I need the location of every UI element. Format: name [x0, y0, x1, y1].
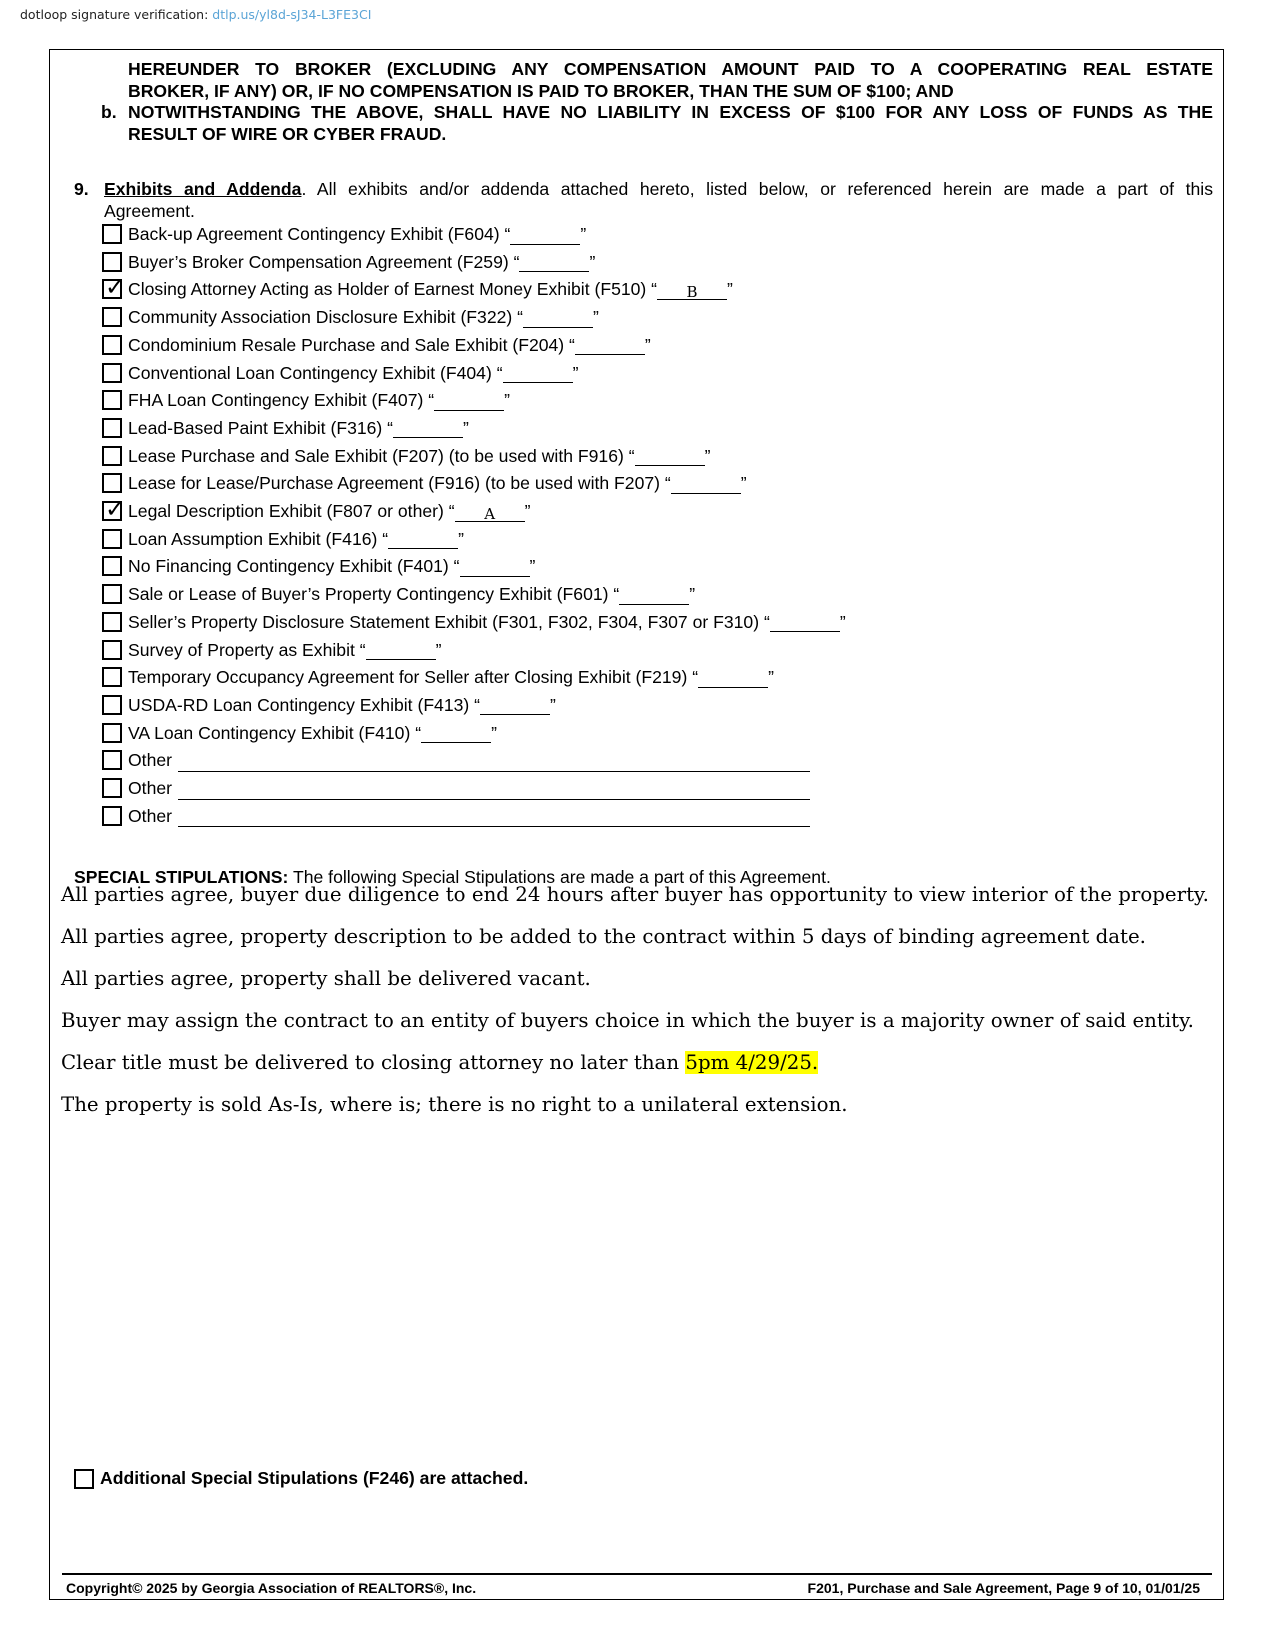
checkmark-icon: ✓ [105, 495, 126, 523]
exhibit-label: No Financing Contingency Exhibit (F401) “ [128, 556, 460, 577]
close-quote: ” [740, 473, 747, 494]
exhibit-checkbox[interactable] [102, 390, 122, 410]
other-exhibit-checkbox[interactable] [102, 750, 122, 770]
other-exhibit-label: Other [128, 805, 173, 826]
exhibit-row [102, 470, 747, 496]
exhibit-checkbox[interactable] [102, 418, 122, 438]
exhibit-row [102, 692, 556, 718]
close-quote: ” [435, 639, 442, 660]
exhibit-label: Condominium Resale Purchase and Sale Exhibit (F204) “ [128, 334, 575, 355]
exhibit-letter-field[interactable]: B [657, 279, 727, 300]
exhibit-checkbox[interactable] [102, 667, 122, 687]
close-quote: ” [504, 390, 510, 411]
exhibit-label: Loan Assumption Exhibit (F416) “ [128, 528, 389, 549]
clause-b-line1: NOTWITHSTANDING THE ABOVE, SHALL HAVE NO LIABILITY IN EXCESS OF $100 FOR ANY LOSS OF FUNDS AS THE [128, 102, 1213, 122]
exhibit-label: Lease for Lease/Purchase Agreement (F916) (to be used with F207) “ [128, 473, 671, 494]
close-quote: ” [491, 722, 497, 743]
exhibit-label: Legal Description Exhibit (F807 or other) “ [128, 501, 455, 521]
exhibit-label: Lead-Based Paint Exhibit (F316) “ [128, 417, 394, 438]
section-9-heading: Exhibits and Addenda [104, 179, 302, 199]
stipulation-clear-title [61, 1049, 818, 1077]
exhibit-label: FHA Loan Contingency Exhibit (F407) “ [128, 390, 435, 411]
stipulation-item: All parties agree, property shall be delivered vacant. [61, 967, 591, 990]
exhibit-row [102, 664, 774, 690]
exhibit-checkbox[interactable] [102, 473, 122, 493]
exhibit-row [102, 443, 710, 469]
close-quote: ” [727, 279, 733, 300]
exhibit-letter-field[interactable] [393, 417, 463, 438]
special-stipulations-title: SPECIAL STIPULATIONS: [74, 867, 289, 887]
signature-verification [20, 7, 371, 22]
exhibit-label: Buyer’s Broker Compensation Agreement (F259) “ [128, 251, 520, 272]
close-quote: ” [704, 445, 711, 466]
exhibit-checkbox[interactable] [102, 723, 122, 743]
exhibit-checkbox[interactable] [102, 363, 122, 383]
exhibit-checkbox[interactable] [102, 640, 122, 660]
exhibit-letter-field[interactable] [575, 334, 645, 355]
exhibit-checkbox[interactable] [102, 252, 122, 272]
other-exhibit-row [102, 803, 810, 829]
other-exhibit-line[interactable] [178, 804, 810, 827]
exhibit-row [102, 415, 469, 441]
checkmark-icon: ✓ [105, 273, 126, 302]
exhibit-letter-field[interactable] [480, 694, 550, 715]
exhibit-checkbox[interactable] [102, 335, 122, 355]
exhibit-checkbox[interactable] [102, 307, 122, 327]
close-quote: ” [644, 334, 651, 355]
exhibit-letter-field[interactable] [434, 390, 504, 411]
clause-continuation-line1: HEREUNDER TO BROKER (EXCLUDING ANY COMPENSATION AMOUNT PAID TO A COOPERATING REAL ESTATE [128, 59, 1213, 79]
exhibit-checkbox[interactable] [102, 529, 122, 549]
exhibit-label: Seller’s Property Disclosure Statement Exhibit (F301, F302, F304, F307 or F310) “ [128, 611, 770, 632]
additional-stipulations-row [74, 1468, 528, 1489]
section-9-text-line1: . All exhibits and/or addenda attached hereto, listed below, or referenced herein are made a part of this [301, 179, 1213, 199]
close-quote: ” [580, 224, 587, 244]
exhibit-row [102, 332, 651, 358]
exhibit-checkbox[interactable] [102, 556, 122, 576]
exhibit-label: USDA-RD Loan Contingency Exhibit (F413) “ [128, 694, 481, 715]
exhibit-row [102, 637, 441, 663]
other-exhibit-checkbox[interactable] [102, 778, 122, 798]
close-quote: ” [589, 251, 596, 272]
section-9-number: 9. [74, 179, 89, 199]
exhibit-letter-field[interactable] [619, 584, 689, 605]
close-quote: ” [689, 584, 696, 605]
exhibit-letter-field[interactable] [421, 722, 491, 743]
close-quote: ” [768, 667, 774, 688]
exhibit-letter-field[interactable] [503, 362, 573, 383]
other-exhibit-label: Other [128, 778, 173, 798]
exhibit-checkbox[interactable] [102, 695, 122, 715]
other-exhibit-row [102, 747, 810, 773]
stipulation-item: Buyer may assign the contract to an entity of buyers choice in which the buyer is a majority owner of said entity. [61, 1009, 1194, 1032]
close-quote: ” [524, 501, 531, 521]
footer-form-info: F201, Purchase and Sale Agreement, Page 9 of 10, 01/01/25 [807, 1580, 1200, 1596]
other-exhibit-row [102, 775, 810, 801]
verification-link[interactable]: dtlp.us/yl8d-sJ34-L3FE3CI [212, 7, 372, 22]
exhibit-label: Closing Attorney Acting as Holder of Earnest Money Exhibit (F510) “ [128, 279, 658, 300]
exhibit-letter-field[interactable]: A [455, 501, 525, 522]
footer-copyright: Copyright© 2025 by Georgia Association of REALTORS®, Inc. [66, 1580, 477, 1596]
close-quote: ” [458, 528, 464, 549]
exhibit-row [102, 360, 578, 386]
other-exhibit-label: Other [128, 750, 173, 771]
exhibit-row [102, 495, 531, 524]
exhibit-label: Community Association Disclosure Exhibit (F322) “ [128, 307, 524, 328]
exhibit-letter-field[interactable] [523, 307, 593, 328]
exhibit-row [102, 249, 595, 275]
stipulation-item: The property is sold As-Is, where is; there is no right to a unilateral extension. [61, 1093, 848, 1116]
exhibit-letter-field[interactable] [671, 473, 741, 494]
additional-stipulations-checkbox[interactable] [74, 1469, 94, 1489]
exhibit-row [102, 273, 733, 302]
exhibit-label: Conventional Loan Contingency Exhibit (F404) “ [128, 362, 503, 383]
exhibit-letter-field[interactable] [519, 251, 589, 272]
section-9-text [104, 179, 1213, 201]
footer-rule [62, 1573, 1212, 1575]
other-exhibit-line[interactable] [178, 777, 810, 800]
exhibit-row [102, 304, 599, 330]
exhibit-label: VA Loan Contingency Exhibit (F410) “ [128, 722, 422, 743]
exhibit-label: Survey of Property as Exhibit “ [128, 639, 366, 660]
exhibit-row [102, 553, 535, 579]
exhibit-row [102, 609, 846, 635]
exhibit-checkbox[interactable] [102, 495, 126, 523]
close-quote: ” [550, 694, 556, 715]
exhibit-row [102, 221, 586, 247]
highlighted-deadline: 5pm 4/29/25. [685, 1051, 819, 1074]
close-quote: ” [463, 417, 469, 438]
exhibit-row [102, 581, 695, 607]
close-quote: ” [593, 307, 599, 328]
close-quote: ” [572, 362, 579, 383]
exhibit-letter-field[interactable] [460, 556, 530, 577]
exhibit-letter-field[interactable] [698, 667, 768, 688]
exhibit-label: Lease Purchase and Sale Exhibit (F207) (to be used with F916) “ [128, 445, 635, 466]
clear-title-text: Clear title must be delivered to closing attorney no later than [61, 1051, 686, 1074]
exhibit-letter-field[interactable] [510, 224, 580, 245]
clause-b-label: b. [101, 102, 117, 122]
close-quote: ” [529, 556, 536, 577]
exhibit-letter-field[interactable] [770, 611, 840, 632]
exhibit-label: Temporary Occupancy Agreement for Seller after Closing Exhibit (F219) “ [128, 667, 699, 688]
verification-label: dotloop signature verification: [20, 7, 209, 22]
exhibit-checkbox[interactable] [102, 584, 122, 604]
exhibit-checkbox[interactable] [102, 612, 122, 632]
other-exhibit-checkbox[interactable] [102, 806, 122, 826]
exhibit-row [102, 720, 497, 746]
exhibit-label: Back-up Agreement Contingency Exhibit (F604) “ [128, 224, 511, 244]
exhibit-row [102, 526, 464, 552]
exhibit-checkbox[interactable] [102, 446, 122, 466]
special-stipulations-intro: The following Special Stipulations are made a part of this Agreement. [288, 867, 831, 887]
exhibit-row [102, 387, 510, 413]
exhibit-checkbox[interactable] [102, 224, 122, 244]
other-exhibit-line[interactable] [178, 749, 810, 772]
clause-continuation-line2: BROKER, IF ANY) OR, IF NO COMPENSATION IS PAID TO BROKER, THAN THE SUM OF $100; AND [128, 80, 954, 101]
stipulation-item: All parties agree, buyer due diligence to end 24 hours after buyer has opportunity to view interior of the property. [61, 883, 1209, 906]
exhibit-letter-field[interactable] [388, 528, 458, 549]
exhibit-letter-field[interactable] [635, 445, 705, 466]
close-quote: ” [839, 611, 846, 632]
exhibit-label: Sale or Lease of Buyer’s Property Contingency Exhibit (F601) “ [128, 584, 620, 605]
section-9-text-line2: Agreement. [104, 200, 195, 221]
stipulation-item: All parties agree, property description to be added to the contract within 5 days of binding agreement date. [61, 925, 1146, 948]
exhibit-letter-field[interactable] [366, 639, 436, 660]
exhibit-checkbox[interactable] [102, 273, 126, 302]
additional-stipulations-label: Additional Special Stipulations (F246) are attached. [100, 1468, 529, 1488]
clause-b-line2: RESULT OF WIRE OR CYBER FRAUD. [128, 123, 447, 144]
